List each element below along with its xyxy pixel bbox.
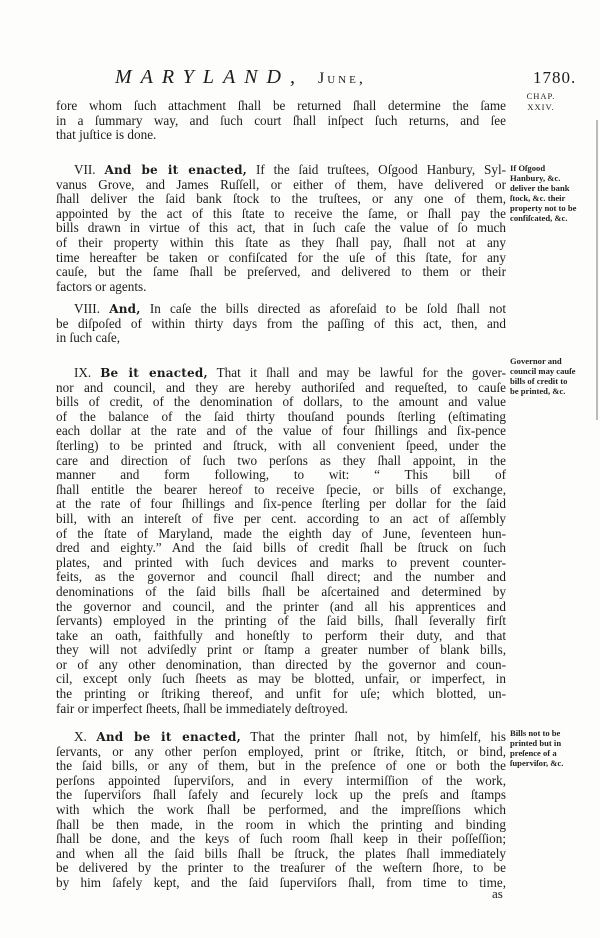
running-title: MARYLAND, xyxy=(115,66,304,88)
text-line: ſterling) to be printed and ſtruck, with all convenient ſpeed, under the xyxy=(56,437,506,453)
text-line: of their property within this ſtate as they ſhall pay, ſhall not at any xyxy=(56,234,506,250)
text-line: be diſpoſed of within thirty days from the paſſing of this act, then, and xyxy=(56,315,506,331)
text-line: they will not adviſedly print or ſtamp a greater number of blank bills, xyxy=(56,642,506,658)
line-text: That it ſhall and may be lawful for the gover- xyxy=(216,365,507,380)
text-line: plates, and printed with ſuch devices and marks to prevent counter- xyxy=(56,554,506,570)
text-line: manner and form following, to wit: “ This bill of xyxy=(56,467,506,483)
page-edge-shadow xyxy=(596,120,598,420)
text-line: bill, with an intereſt of five per cent. according to an act of aſſembly xyxy=(56,510,506,526)
catchword: as xyxy=(492,886,503,901)
running-month: June, xyxy=(318,70,366,87)
paragraph xyxy=(56,163,506,294)
running-year: 1780. xyxy=(533,68,577,87)
paragraph xyxy=(56,302,506,346)
text-line: each dollar at the rate and of the value of four ſhillings and ſix-pence xyxy=(56,423,506,439)
text-line: in ſuch caſe, xyxy=(56,330,121,346)
text-line: the ſuperviſors ſhall ſafely and ſecurely lock up the preſs and ſtamps xyxy=(56,787,506,803)
section-number: X. xyxy=(74,729,87,744)
text-line: with which the work ſhall be performed, and the impreſſions which xyxy=(56,801,506,817)
text-line: appointed by the act of this ſtate to receive the ſame, or ſhall pay the xyxy=(56,205,506,221)
enacting-clause: And be it enacted, xyxy=(104,163,248,177)
margin-note: If Oſgood Hanbury, &c. deliver the bank ſtock, &c. their property not to be confiſcated, &c. xyxy=(510,163,577,223)
text-line: or of any other denomination, than directed by the governor and coun- xyxy=(56,656,506,672)
text-line: ſervants) employed in the printing of the ſaid bills, ſhall ſeverally firſt xyxy=(56,613,506,629)
text-line: fore whom ſuch attachment ſhall be returned ſhall determine the ſame xyxy=(56,98,506,113)
text-line: cil, except only ſuch ſheets as may be blotted, unfair, or imperfect, in xyxy=(56,671,506,687)
chapter-label xyxy=(514,91,568,113)
margin-note: Bills not to be printed but in preſence of a ſuperviſor, &c. xyxy=(510,728,564,768)
section-number: IX. xyxy=(74,365,92,380)
text-line: dred and eighty.” And the ſaid bills of credit ſhall be ſtruck on ſuch xyxy=(56,540,506,556)
text-line: be delivered by the printer to the treaſurer of the weſtern ſhore, to be xyxy=(56,860,506,876)
text-line: ſhall be done, and the keys of ſuch room ſhall keep in their poſſeſſion; xyxy=(56,831,506,847)
text-line: factors or agents. xyxy=(56,278,147,294)
text-line: the printing or ſtriking thereof, and unfit for uſe; which blotted, un- xyxy=(56,686,506,702)
text-line: time hereafter be taken or confiſcated for the uſe of this ſtate, for any xyxy=(56,249,506,265)
text-line xyxy=(56,163,506,178)
section-number: VIII. xyxy=(74,301,100,316)
text-line: at the rate of four ſhillings and ſix-pence ſterling per dollar for the ſaid xyxy=(56,496,506,512)
text-line: by him ſafely kept, and the ſaid ſuperviſors ſhall, from time to time, xyxy=(56,874,506,890)
text-line: bills drawn in virtue of this act, that in ſuch caſe the value of ſo much xyxy=(56,220,506,236)
text-line: ſhall be then made, in the room in which the printing and binding xyxy=(56,816,506,832)
line-text: If the ſaid truſtees, Oſgood Hanbury, Syl- xyxy=(255,162,507,177)
paragraph xyxy=(56,366,506,716)
enacting-clause: Be it enacted, xyxy=(100,366,208,380)
text-line: ſhall entitle the bearer hereof to receive ſpecie, or bills of exchange, xyxy=(56,481,506,497)
text-line: cauſe, but the ſame ſhall be preſerved, and delivered to them or their xyxy=(56,264,506,280)
line-text: In caſe the bills directed as aforeſaid to be ſold ſhall not xyxy=(149,301,507,316)
chapter-number: XXIV. xyxy=(527,102,555,112)
enacting-clause: And be it enacted, xyxy=(96,730,241,744)
text-line: ſervants, or any other perſon employed, print or ſtrike, ſtitch, or bind, xyxy=(56,743,506,759)
text-line: care and direction of ſuch two perſons as they ſhall appoint, in the xyxy=(56,452,506,468)
text-line: the governor and council, and the printer (and all his apprentices and xyxy=(56,598,506,614)
text-line: and when all the ſaid bills ſhall be ſtruck, the plates ſhall immediately xyxy=(56,845,506,861)
chapter-label-text: CHAP. xyxy=(526,91,556,101)
text-line xyxy=(56,366,506,381)
text-line: the ſaid bills, or any of them, but in the preſence of one or both the xyxy=(56,758,506,774)
text-line: of the balance of the ſaid thirty thouſand pounds ſterling (eſtimating xyxy=(56,408,506,424)
text-line: take an oath, faithfully and honeſtly to perform their duty, and that xyxy=(56,627,506,643)
text-line xyxy=(56,730,506,745)
paragraph xyxy=(56,99,506,143)
text-line: bills of credit, of the denomination of dollars, to the amount and value xyxy=(56,394,506,410)
text-line: ſhall deliver the ſaid bank ſtock to the truſtees, or any one of them, xyxy=(56,191,506,207)
text-line: feits, as the governor and council ſhall direct; and the number and xyxy=(56,569,506,585)
text-line: nor and council, and they are hereby authoriſed and requeſted, to cauſe xyxy=(56,379,506,395)
line-text: That the printer ſhall not, by himſelf, his xyxy=(250,729,507,744)
text-line: that juſtice is done. xyxy=(56,127,157,143)
text-line: in a ſummary way, and ſuch court ſhall inſpect ſuch returns, and ſee xyxy=(56,112,506,128)
section-number: VII. xyxy=(74,162,96,177)
text-line: fair or imperfect ſheets, ſhall be immediately deſtroyed. xyxy=(56,700,348,716)
margin-note: Governor and council may cauſe bills of credit to be printed, &c. xyxy=(510,356,576,396)
text-line: denominations of the ſaid bills ſhall be aſcertained and determined by xyxy=(56,583,506,599)
enacting-clause: And, xyxy=(109,302,141,316)
text-line: perſons appointed ſuperviſors, and in every intermiſſion of the work, xyxy=(56,772,506,788)
paragraph xyxy=(56,730,506,891)
text-line: vanus Grove, and James Ruſſell, or either of them, have delivered or xyxy=(56,176,506,192)
text-line: of the ſtate of Maryland, made the eighth day of June, ſeventeen hun- xyxy=(56,525,506,541)
text-line xyxy=(56,302,506,317)
